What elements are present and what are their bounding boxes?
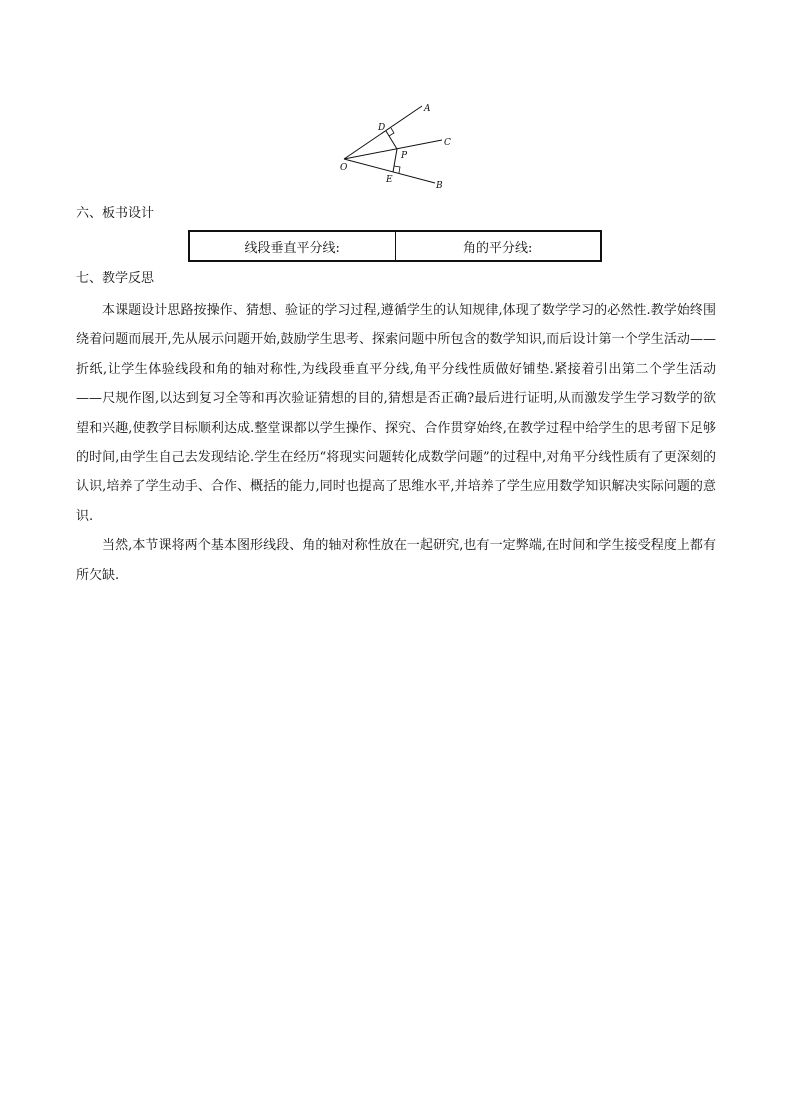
reflection-body [76,296,716,590]
reflection-paragraph-2: 当然,本节课将两个基本图形线段、角的轴对称性放在一起研究,也有一定弊端,在时间和学生接受程度上都有所欠缺. [76,538,716,583]
segment-pe [393,149,397,172]
segment-pd [386,131,397,149]
board-cell-angle-bisector: 角的平分线: [395,232,601,260]
board-design-table [188,230,602,262]
angle-bisector-diagram [330,96,470,196]
label-b: B [436,181,443,191]
angle-bisector-figure [330,96,470,196]
label-e: E [386,175,393,185]
label-o: O [340,163,348,173]
label-d: D [378,123,386,133]
reflection-paragraph-1: 本课题设计思路按操作、猜想、验证的学习过程,遵循学生的认知规律,体现了数学学习的必然性.教学始终围绕着问题而展开,先从展示问题开始,鼓励学生思考、探索问题中所包含的数学知识,而后设计第一个学生活动——折纸,让学生体验线段和角的轴对称性,为线段垂直平分线,角平分线性质做好铺垫.紧接着引出第二个学生活动——尺规作图,以达到复习全等和再次验证猜想的目的,猜想是否正确?最后进行证明,从而激发学生学习数学的欲望和兴趣,使教学目标顺利达成.整堂课都以学生操作、探究、合作贯穿始终,在教学过程中给学生的思考留下足够的时间,由学生自己去发现结论.学生在经历“将现实问题转化成数学问题”的过程中,对角平分线性质有了更深刻的认识,培养了学生动手、合作、概括的能力,同时也提高了思维水平,并培养了学生应用数学知识解决实际问题的意识. [76,303,716,524]
label-p: P [401,151,408,161]
label-c: C [444,138,451,148]
right-angle-mark-d [389,128,394,136]
section-heading-reflection: 七、教学反思 [76,271,155,286]
board-cell-perpendicular-bisector: 线段垂直平分线: [244,240,340,256]
section-heading-board-design: 六、板书设计 [76,206,155,221]
label-a: A [424,104,431,114]
